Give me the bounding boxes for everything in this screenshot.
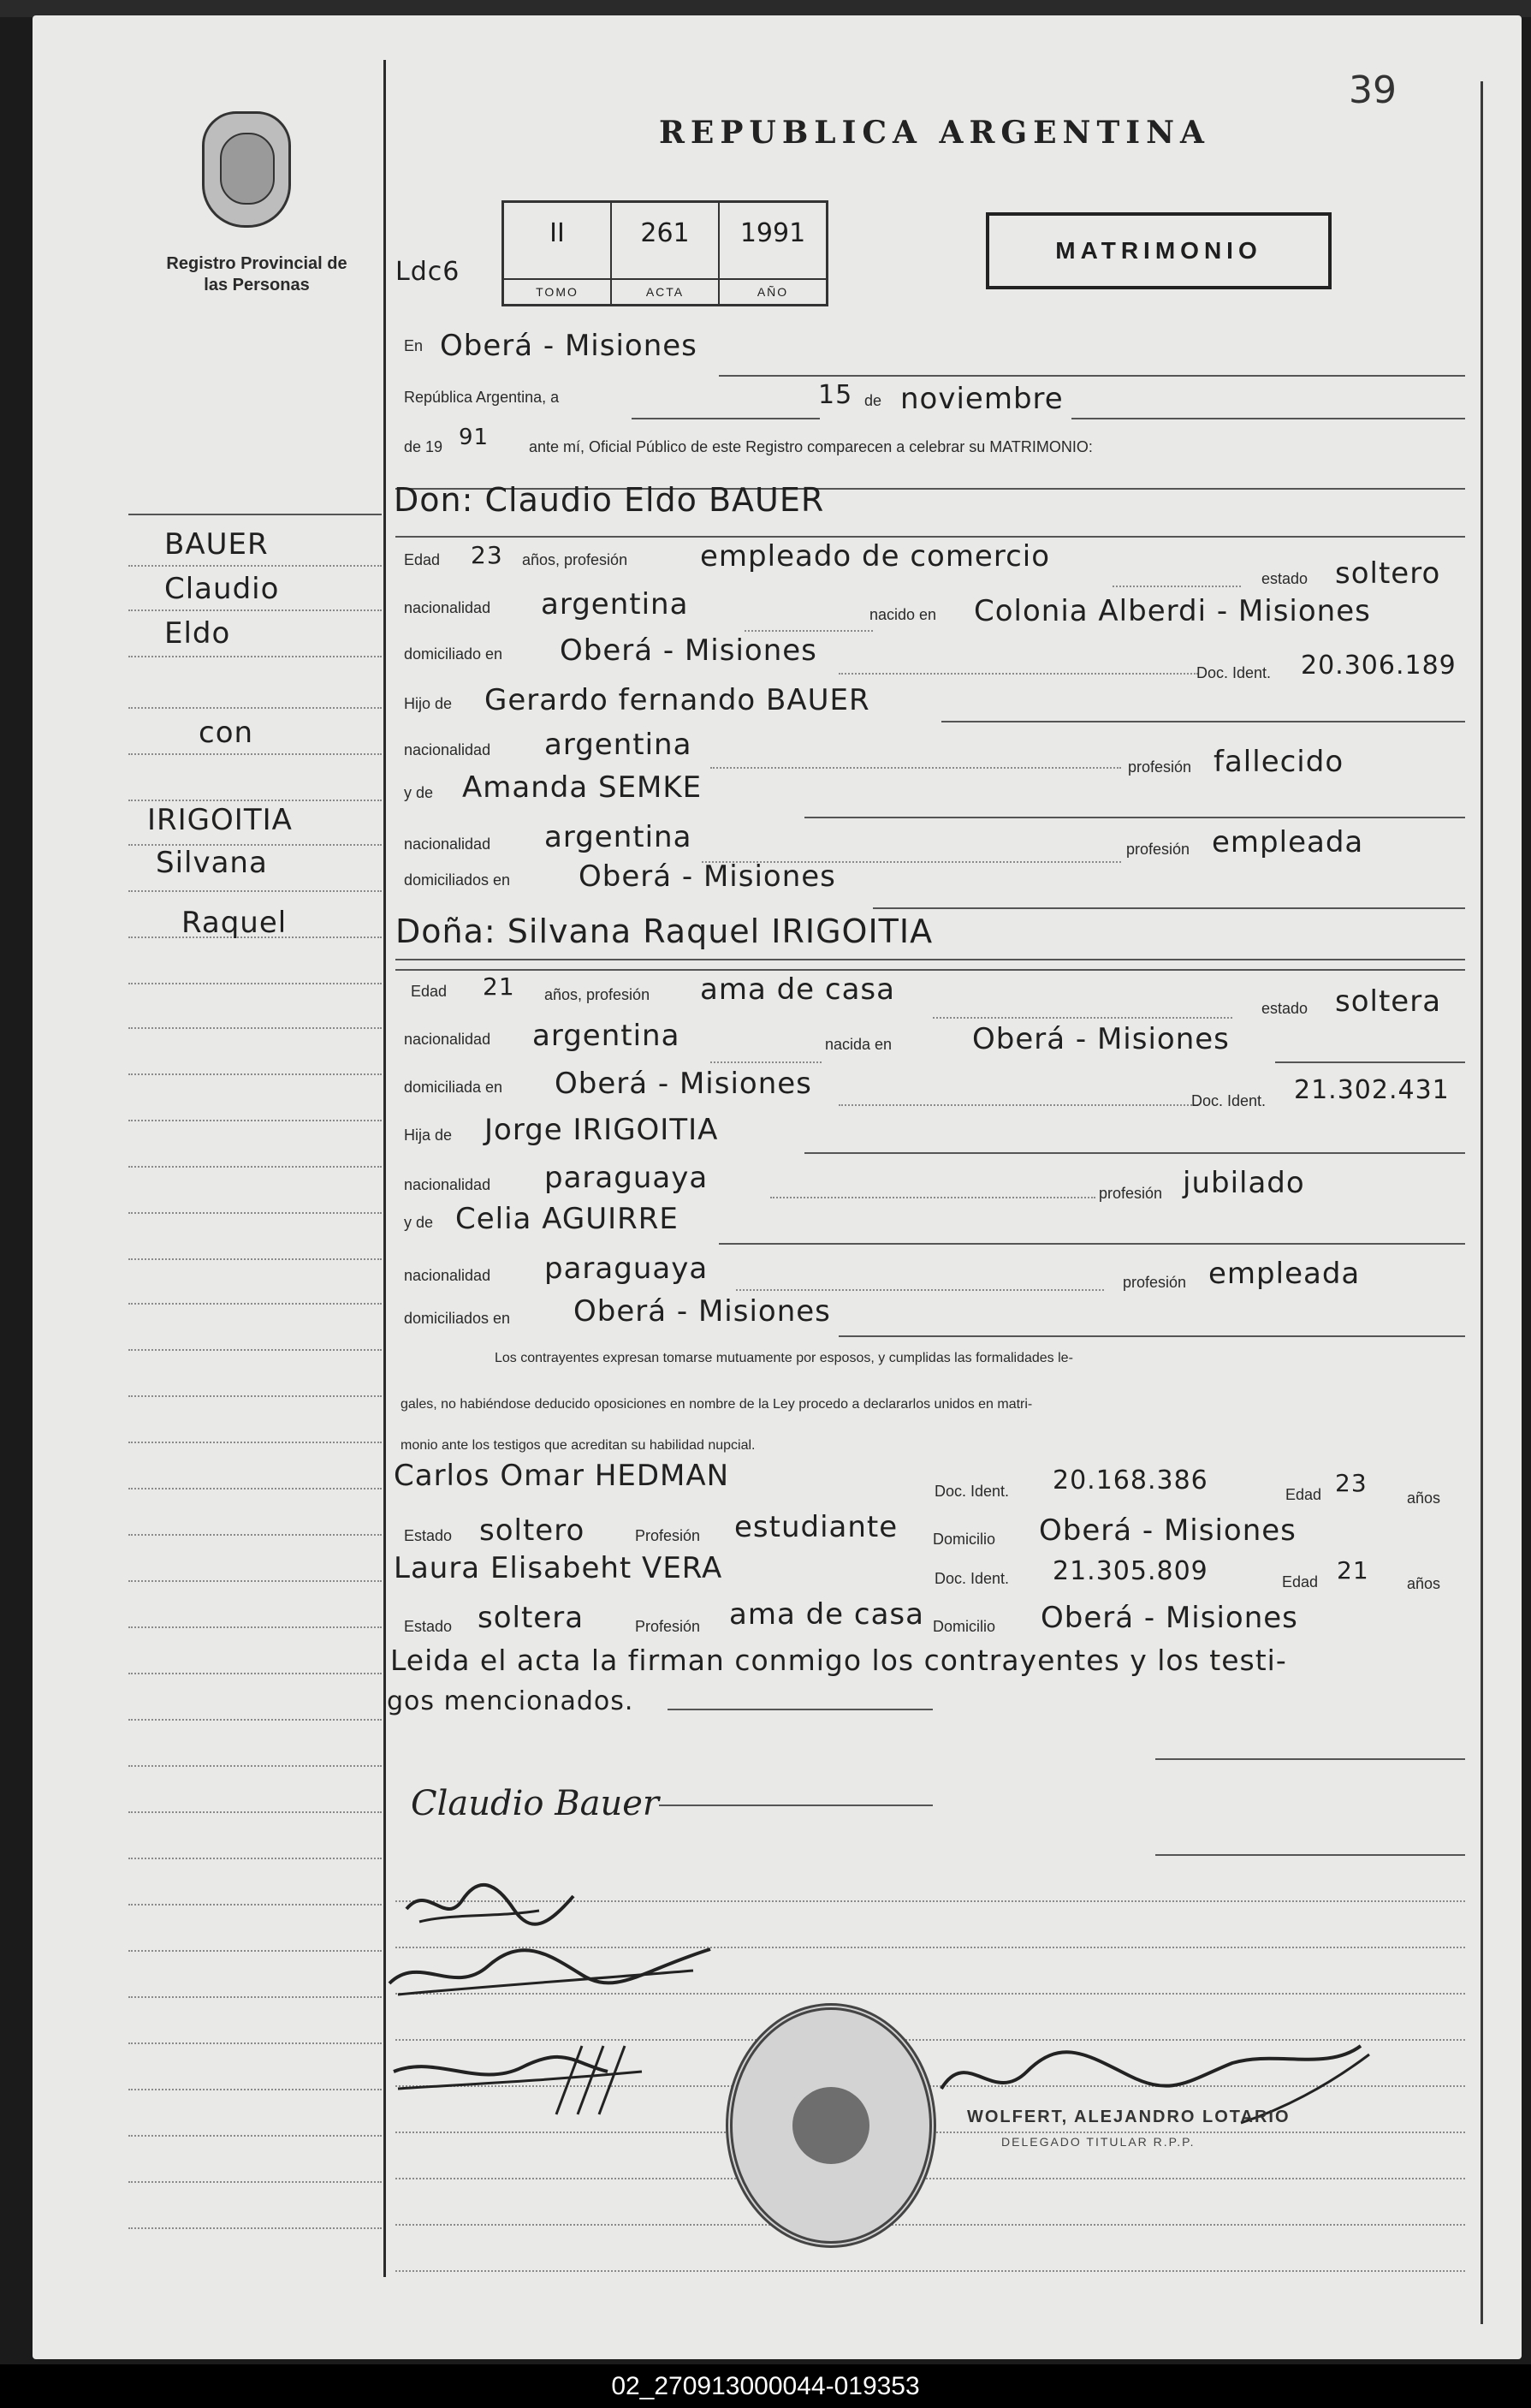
label-edad-groom: Edad	[404, 551, 441, 568]
label-domiciliado-en: domiciliado en	[404, 645, 503, 663]
groom-father: Gerardo fernando BAUER	[484, 683, 870, 717]
act-place: Oberá - Misiones	[440, 329, 697, 363]
groom-birthplace: Colonia Alberdi - Misiones	[974, 594, 1371, 628]
label-estado-groom: estado	[1261, 570, 1308, 587]
groom-signature: Claudio Bauer	[411, 1784, 659, 1823]
label-profesion-bm: profesión	[1123, 1274, 1187, 1291]
label-profesion-w1: Profesión	[635, 1527, 701, 1544]
record-id-box	[501, 200, 828, 306]
registry-prefix: Ldc6	[395, 257, 460, 287]
label-profesion-w2: Profesión	[635, 1618, 701, 1635]
label-edad-w1: Edad	[1285, 1486, 1322, 1503]
closing-line-1: Leida el acta la firman conmigo los contrayentes y los testi-	[390, 1644, 1287, 1677]
label-domiciliados-bride: domiciliados en	[404, 1310, 511, 1327]
witness2-age: 21	[1337, 1556, 1369, 1585]
country-title: REPUBLICA ARGENTINA	[659, 115, 1210, 151]
label-republica: República Argentina, a	[404, 389, 560, 406]
label-y-de-groom: y de	[404, 784, 434, 801]
sidebar-groom-given2: Eldo	[164, 616, 231, 651]
label-doc-w1: Doc. Ident.	[935, 1483, 1010, 1500]
label-domicilio-w2: Domicilio	[933, 1618, 996, 1635]
record-type-box: MATRIMONIO	[986, 212, 1332, 289]
bride-father-nat: paraguaya	[544, 1161, 709, 1195]
legal-text-1: Los contrayentes expresan tomarse mutuamente por esposos, y cumplidas las formalidades le-	[495, 1351, 1073, 1365]
groom-parents-dom: Oberá - Misiones	[579, 859, 836, 894]
witness2-name: Laura Elisabeht VERA	[394, 1551, 723, 1585]
witness1-signature	[385, 1936, 719, 2005]
groom-mother-nat: argentina	[544, 820, 692, 854]
label-nacionalidad-bf: nacionalidad	[404, 1176, 491, 1193]
label-nacionalidad-gf: nacionalidad	[404, 741, 491, 758]
witness2-domicile: Oberá - Misiones	[1041, 1601, 1298, 1635]
official-stamp	[726, 2003, 936, 2248]
acta-value: 261	[640, 218, 690, 248]
closing-line-2: gos mencionados.	[387, 1686, 634, 1716]
scan-id-footer: 02_270913000044-019353	[0, 2364, 1531, 2408]
label-en: En	[404, 337, 424, 354]
bride-signature	[402, 1875, 590, 1935]
groom-doc: 20.306.189	[1301, 651, 1457, 681]
right-margin-rule	[1481, 81, 1483, 2324]
bride-profession: ama de casa	[700, 972, 895, 1007]
label-estado-w2: Estado	[404, 1618, 453, 1635]
witness1-age: 23	[1335, 1469, 1368, 1497]
official-name: WOLFERT, ALEJANDRO LOTARIO	[967, 2108, 1291, 2126]
witness1-domicile: Oberá - Misiones	[1039, 1513, 1297, 1548]
bride-nationality: argentina	[532, 1019, 680, 1053]
act-month: noviembre	[900, 382, 1064, 416]
label-anios-w2: años	[1407, 1575, 1441, 1592]
witness1-profession: estudiante	[734, 1510, 899, 1544]
coat-of-arms-seal	[202, 111, 291, 228]
legal-text-3: monio ante los testigos que acreditan su habilidad nupcial.	[401, 1438, 756, 1453]
groom-mother-prof: empleada	[1212, 825, 1364, 859]
label-domicilio-w1: Domicilio	[933, 1531, 996, 1548]
label-nacionalidad-groom: nacionalidad	[404, 599, 491, 616]
label-nacionalidad-gm: nacionalidad	[404, 835, 491, 853]
sidebar-groom-surname: BAUER	[164, 527, 269, 562]
bride-line: Doña: Silvana Raquel IRIGOITIA	[395, 913, 934, 950]
bride-mother-prof: empleada	[1208, 1257, 1361, 1291]
bride-father: Jorge IRIGOITIA	[484, 1113, 719, 1147]
groom-nationality: argentina	[541, 587, 689, 621]
label-anios-profesion-bride: años, profesión	[544, 986, 650, 1003]
bride-birthplace: Oberá - Misiones	[972, 1022, 1230, 1056]
label-domiciliados-groom: domiciliados en	[404, 871, 511, 889]
bride-doc: 21.302.431	[1294, 1075, 1450, 1105]
label-hijo-de: Hijo de	[404, 695, 453, 712]
witness2-status: soltera	[478, 1601, 585, 1635]
tomo-label: TOMO	[504, 278, 610, 304]
groom-mother: Amanda SEMKE	[462, 770, 703, 805]
registry-name: Registro Provincial de las Personas	[166, 254, 347, 294]
witness1-doc: 20.168.386	[1053, 1466, 1208, 1495]
label-anios-w1: años	[1407, 1489, 1441, 1507]
bride-mother: Celia AGUIRRE	[455, 1202, 679, 1236]
witness2-doc: 21.305.809	[1053, 1556, 1208, 1586]
label-nacida-en: nacida en	[825, 1036, 893, 1053]
acta-label: ACTA	[612, 278, 718, 304]
anio-label: AÑO	[720, 278, 826, 304]
sidebar-bride-given1: Silvana	[156, 846, 268, 880]
label-nacido-en: nacido en	[869, 606, 937, 623]
label-nacionalidad-bride: nacionalidad	[404, 1031, 491, 1048]
witness2-signature	[385, 2037, 659, 2123]
bride-parents-dom: Oberá - Misiones	[573, 1294, 831, 1329]
sidebar-bride-surname: IRIGOITIA	[147, 803, 293, 837]
label-profesion-bf: profesión	[1099, 1185, 1163, 1202]
tomo-value: II	[549, 218, 565, 248]
groom-father-nat: argentina	[544, 728, 692, 762]
sidebar-con: con	[199, 716, 254, 750]
label-profesion-gf: profesión	[1128, 758, 1192, 776]
bride-status: soltera	[1335, 984, 1442, 1019]
label-edad-bride: Edad	[411, 983, 448, 1000]
groom-status: soltero	[1335, 556, 1441, 591]
sidebar-groom-given1: Claudio	[164, 572, 280, 606]
label-estado-bride: estado	[1261, 1000, 1308, 1017]
label-de-mes: de	[864, 392, 882, 409]
label-hija-de: Hija de	[404, 1127, 453, 1144]
label-edad-w2: Edad	[1282, 1573, 1319, 1590]
groom-father-prof: fallecido	[1214, 745, 1344, 779]
page-number: 39	[1349, 68, 1397, 112]
label-domiciliada-en: domiciliada en	[404, 1079, 503, 1096]
label-nacionalidad-bm: nacionalidad	[404, 1267, 491, 1284]
label-profesion-gm: profesión	[1126, 841, 1190, 858]
label-anios-profesion-groom: años, profesión	[522, 551, 628, 568]
groom-line: Don: Claudio Eldo BAUER	[394, 481, 825, 519]
sidebar-bride-given2: Raquel	[181, 906, 288, 940]
groom-profession: empleado de comercio	[700, 539, 1051, 574]
label-estado-w1: Estado	[404, 1527, 453, 1544]
official-title: DELEGADO TITULAR R.P.P.	[1001, 2135, 1196, 2149]
bride-mother-nat: paraguaya	[544, 1252, 709, 1286]
label-y-de-bride: y de	[404, 1214, 434, 1231]
bride-domicile: Oberá - Misiones	[555, 1067, 812, 1101]
legal-text-2: gales, no habiéndose deducido oposiciones en nombre de la Ley procedo a declararlos unidos en matri-	[401, 1397, 1033, 1412]
groom-age: 23	[471, 541, 503, 569]
bride-father-prof: jubilado	[1183, 1166, 1305, 1200]
groom-domicile: Oberá - Misiones	[560, 633, 817, 668]
label-doc-w2: Doc. Ident.	[935, 1570, 1010, 1587]
anio-value: 1991	[739, 218, 806, 248]
witness1-name: Carlos Omar HEDMAN	[394, 1459, 730, 1493]
label-ante-mi: ante mí, Oficial Público de este Registro comparecen a celebrar su MATRIMONIO:	[529, 438, 1093, 455]
label-de-anio: de 19	[404, 438, 443, 455]
witness1-status: soltero	[479, 1513, 585, 1548]
act-year-suffix: 91	[459, 425, 490, 450]
bride-age: 21	[483, 972, 515, 1001]
scan-top-edge	[0, 0, 1531, 17]
label-doc-groom: Doc. Ident.	[1196, 664, 1272, 681]
witness2-profession: ama de casa	[729, 1597, 924, 1632]
act-day: 15	[818, 380, 853, 410]
label-doc-bride: Doc. Ident.	[1191, 1092, 1267, 1109]
